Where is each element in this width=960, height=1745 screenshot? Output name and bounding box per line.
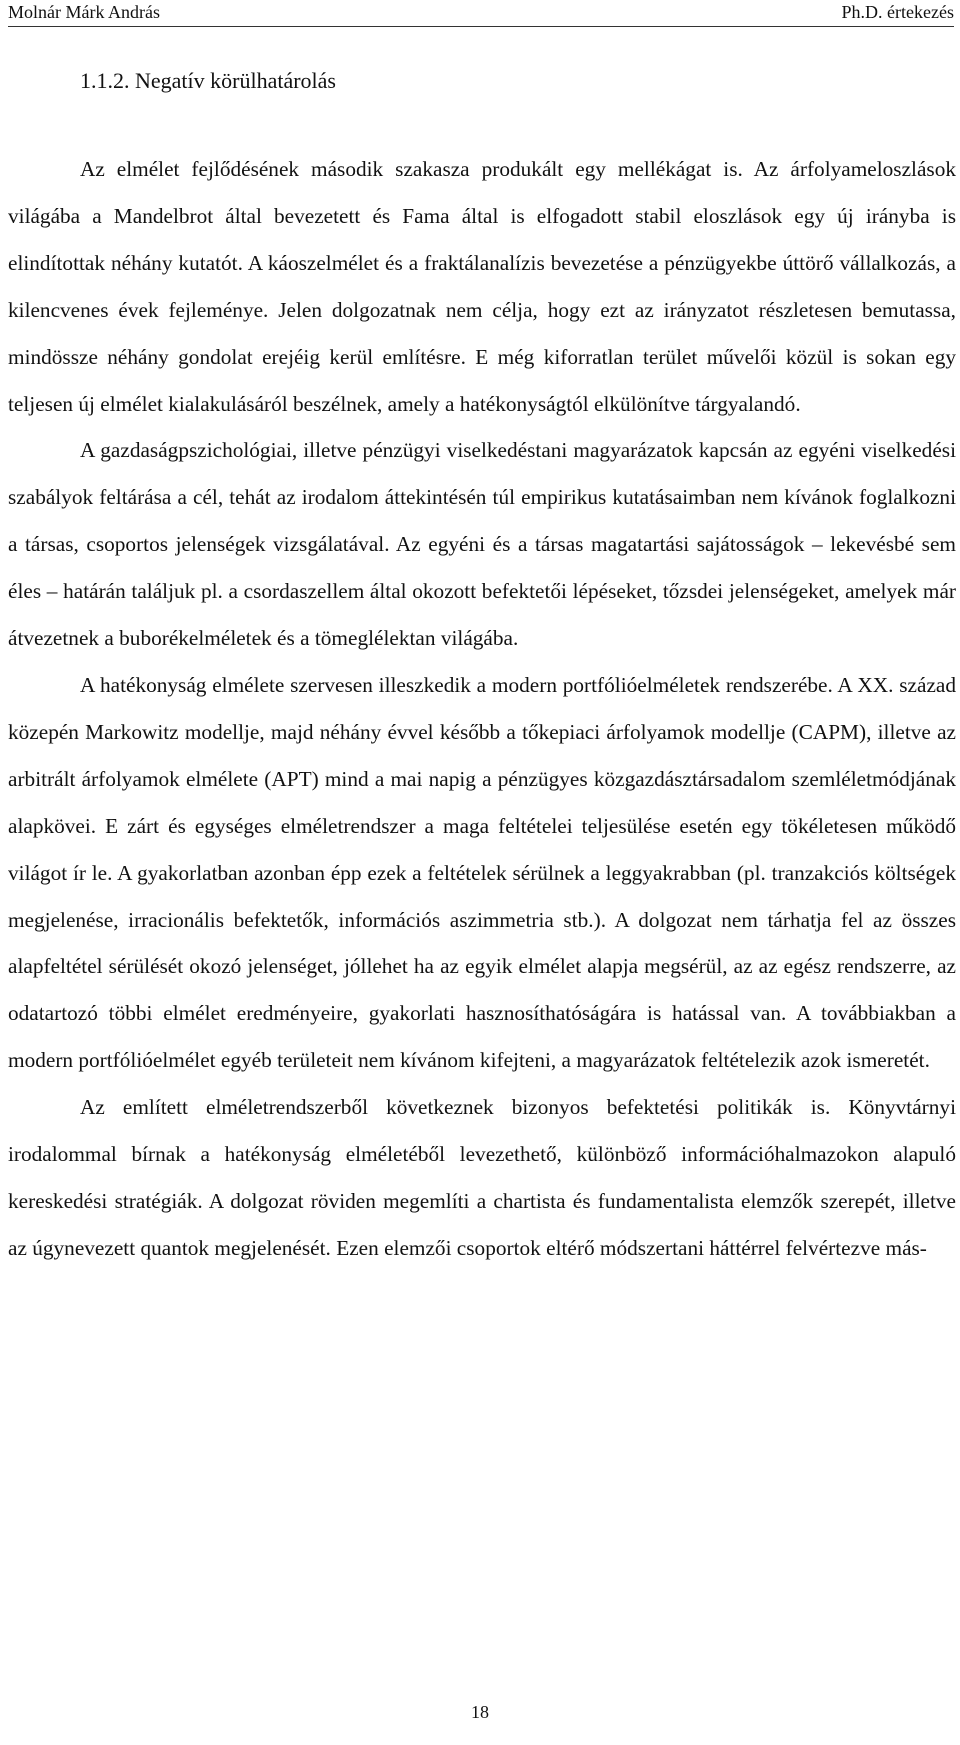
paragraph-2: A gazdaságpszichológiai, illetve pénzügyi viselkedéstani magyarázatok kapcsán az egyéni viselkedési szabályok feltárása a cél, tehát az irodalom áttekintésén túl empirikus kutatásaimban nem kívánok foglalkozni a társas, csoportos jelenségek vizsgálatával. Az egyéni és a társas magatartási sajátosságok – lekevésbé sem éles – határán találjuk pl. a csordaszellem által okozott befektetői lépéseket, tőzsdei jelenségeket, amelyek már átvezetnek a buborékelméletek és a tömeglélektan világába.	[8, 438, 956, 651]
paragraph-1: Az elmélet fejlődésének második szakasza produkált egy mellékágat is. Az árfolyameloszlások világába a Mandelbrot által bevezetett és Fama által is elfogadott stabil eloszlások egy új irányba is elindítottak néhány kutatót. A káoszelmélet és a fraktálanalízis bevezetése a pénzügyekbe úttörő vállalkozás, a kilencvenes évek fejleménye. Jelen dolgozatnak nem célja, hogy ezt az irányzatot részletesen bemutassa, mindössze néhány gondolat erejéig kerül említésre. E még kiforratlan terület művelői közül is sokan egy teljesen új elmélet kialakulásáról beszélnek, amely a hatékonyságtól elkülönítve tárgyalandó.	[8, 157, 956, 416]
paragraph-3: A hatékonyság elmélete szervesen illeszkedik a modern portfólióelméletek rendszerébe. A XX. század közepén Markowitz modellje, majd néhány évvel később a tőkepiaci árfolyamok modellje (CAPM), illetve az arbitrált árfolyamok elmélete (APT) mind a mai napig a pénzügyes közgazdásztársadalom szemléletmódjának alapkövei. E zárt és egységes elméletrendszer a maga feltételei teljesülése esetén egy tökéletesen működő világot ír le. A gyakorlatban azonban épp ezek a feltételek sérülnek a leggyakrabban (pl. tranzakciós költségek megjelenése, irracionális befektetők, információs aszimmetria stb.). A dolgozat nem tárhatja fel az összes alapfeltétel sérülését okozó jelenséget, jóllehet ha az egyik elmélet alapja megsérül, az az egész rendszerre, az odatartozó többi elmélet eredményeire, gyakorlati hasznosíthatóságára is hatással van. A továbbiakban a modern portfólióelmélet egyéb területeit nem kívánom kifejteni, a magyarázatok feltételezik azok ismeretét.	[8, 672, 956, 1073]
header-document-type: Ph.D. értekezés	[841, 2, 954, 22]
paragraph-4: Az említett elméletrendszerből következnek bizonyos befektetési politikák is. Könyvtárnyi irodalommal bírnak a hatékonyság elméletéből levezethető, különböző információhalmazokon alapuló kereskedési stratégiák. A dolgozat röviden megemlíti a chartista és fundamentalista elemzők szerepét, illetve az úgynevezett quantok megjelenését. Ezen elemzői csoportok eltérő módszertani háttérrel felvértezve más-	[8, 1095, 956, 1260]
header-author: Molnár Márk András	[8, 2, 160, 22]
running-header	[8, 0, 954, 27]
body-text	[8, 146, 956, 1272]
section-heading: 1.1.2. Negatív körülhatárolás	[80, 68, 336, 93]
page-number: 18	[471, 1702, 489, 1722]
